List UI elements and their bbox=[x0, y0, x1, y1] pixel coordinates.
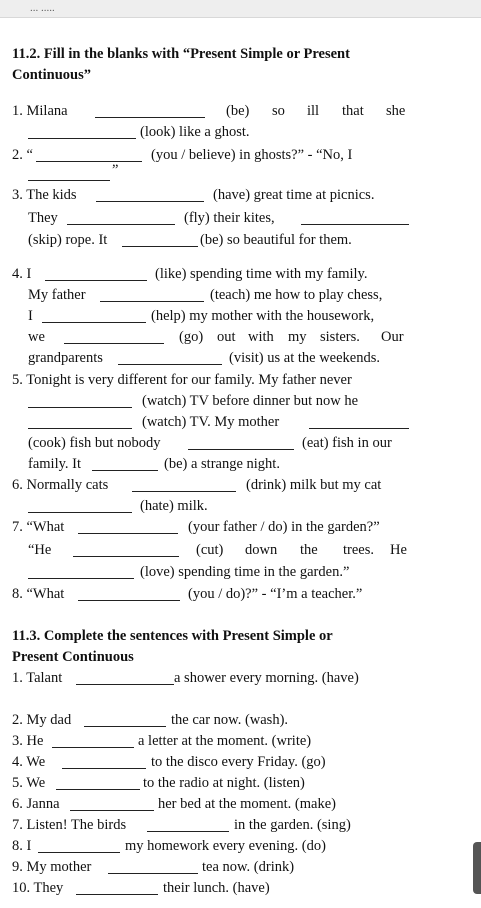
answer-blank[interactable] bbox=[62, 768, 146, 769]
item-text: the bbox=[300, 542, 318, 558]
item-text: 3. He bbox=[12, 733, 44, 749]
item-text: a shower every morning. (have) bbox=[174, 670, 359, 686]
item-text: (cut) bbox=[196, 542, 224, 558]
answer-blank[interactable] bbox=[147, 831, 229, 832]
item-text: 7. Listen! The birds bbox=[12, 817, 127, 833]
exercise-line bbox=[0, 348, 481, 368]
item-text: she bbox=[386, 103, 406, 119]
exercise-line bbox=[0, 878, 481, 898]
answer-blank[interactable] bbox=[132, 491, 236, 492]
item-text: (be) bbox=[226, 103, 250, 119]
exercise-line bbox=[0, 584, 481, 604]
item-text: (fly) their kites, bbox=[184, 210, 275, 226]
item-text: out bbox=[217, 329, 236, 345]
exercise-line bbox=[0, 101, 481, 121]
item-text: I bbox=[28, 308, 33, 324]
item-text: 8. I bbox=[12, 838, 32, 854]
section-title-line: 11.3. Complete the sentences with Present Simple or bbox=[12, 628, 333, 644]
exercise-line bbox=[0, 327, 481, 347]
exercise-line bbox=[0, 731, 481, 751]
exercise-line bbox=[0, 454, 481, 474]
item-text: 1. Milana bbox=[12, 103, 68, 119]
item-text: 4. We bbox=[12, 754, 46, 770]
item-text: 10. They bbox=[12, 880, 64, 896]
section-title-line: Present Continuous bbox=[12, 649, 134, 665]
item-text: (visit) us at the weekends. bbox=[229, 350, 381, 366]
item-text: 8. “What bbox=[12, 586, 65, 602]
section-title-line: 11.2. Fill in the blanks with “Present Simple or Present bbox=[12, 46, 350, 62]
item-text: with bbox=[248, 329, 274, 345]
exercise-line bbox=[0, 794, 481, 814]
item-text: (eat) fish in our bbox=[302, 435, 392, 451]
item-text: (watch) TV. My mother bbox=[142, 414, 280, 430]
item-text: down bbox=[245, 542, 278, 558]
item-text: (watch) TV before dinner but now he bbox=[142, 393, 359, 409]
exercise-line bbox=[0, 668, 481, 688]
answer-blank[interactable] bbox=[92, 470, 158, 471]
item-text: her bed at the moment. (make) bbox=[158, 796, 336, 812]
item-text: ” bbox=[112, 162, 119, 178]
exercise-line bbox=[0, 857, 481, 877]
section-11-3-title bbox=[12, 626, 432, 668]
item-text: 5. Tonight is very different for our family. My father never bbox=[12, 372, 352, 388]
item-text: (have) great time at picnics. bbox=[213, 187, 375, 203]
item-text: we bbox=[28, 329, 45, 345]
answer-blank[interactable] bbox=[38, 852, 120, 853]
item-text: (you / believe) in ghosts?” - “No, I bbox=[151, 147, 353, 163]
answer-blank[interactable] bbox=[67, 224, 175, 225]
item-text: 6. Normally cats bbox=[12, 477, 109, 493]
answer-blank[interactable] bbox=[95, 117, 205, 118]
item-text: their lunch. (have) bbox=[163, 880, 270, 896]
item-text: (hate) milk. bbox=[140, 498, 208, 514]
exercise-line bbox=[0, 496, 481, 516]
item-text: in the garden. (sing) bbox=[234, 817, 351, 833]
item-text: sisters. bbox=[320, 329, 360, 345]
exercise-line bbox=[0, 285, 481, 305]
answer-blank[interactable] bbox=[122, 246, 198, 247]
item-text: 6. Janna bbox=[12, 796, 60, 812]
item-text: 2. “ bbox=[12, 147, 33, 163]
item-text: (look) like a ghost. bbox=[140, 124, 250, 140]
exercise-line bbox=[0, 306, 481, 326]
answer-blank[interactable] bbox=[70, 810, 154, 811]
section-11-2-title bbox=[12, 44, 412, 86]
answer-blank[interactable] bbox=[28, 180, 110, 181]
answer-blank[interactable] bbox=[76, 684, 174, 685]
exercise-line bbox=[0, 208, 481, 228]
item-text: trees. bbox=[343, 542, 374, 558]
item-text: 1. Talant bbox=[12, 670, 63, 686]
exercise-line bbox=[0, 230, 481, 250]
answer-blank[interactable] bbox=[28, 512, 132, 513]
answer-blank[interactable] bbox=[84, 726, 166, 727]
item-text: my homework every evening. (do) bbox=[125, 838, 326, 854]
exercise-line bbox=[0, 710, 481, 730]
answer-blank[interactable] bbox=[118, 364, 222, 365]
item-text: They bbox=[28, 210, 58, 226]
item-text: (love) spending time in the garden.” bbox=[140, 564, 350, 580]
exercise-line bbox=[0, 145, 481, 165]
item-text: (like) spending time with my family. bbox=[155, 266, 368, 282]
answer-blank[interactable] bbox=[28, 578, 134, 579]
item-text: (drink) milk but my cat bbox=[246, 477, 382, 493]
answer-blank[interactable] bbox=[301, 224, 409, 225]
exercise-line bbox=[0, 412, 481, 432]
answer-blank[interactable] bbox=[64, 343, 164, 344]
answer-blank[interactable] bbox=[96, 201, 204, 202]
exercise-line bbox=[0, 562, 481, 582]
exercise-line bbox=[0, 752, 481, 772]
item-text: family. It bbox=[28, 456, 82, 472]
answer-blank[interactable] bbox=[188, 449, 294, 450]
top-edge-band bbox=[0, 0, 481, 18]
item-text: to the radio at night. (listen) bbox=[143, 775, 305, 791]
answer-blank[interactable] bbox=[78, 533, 178, 534]
exercise-line bbox=[0, 773, 481, 793]
exercise-line bbox=[0, 540, 481, 560]
item-text: (go) bbox=[179, 329, 204, 345]
exercise-line bbox=[0, 517, 481, 537]
answer-blank[interactable] bbox=[52, 747, 134, 748]
item-text: 9. My mother bbox=[12, 859, 92, 875]
exercise-line bbox=[0, 836, 481, 856]
item-text: Our bbox=[381, 329, 404, 345]
item-text: grandparents bbox=[28, 350, 103, 366]
top-fragment-text: ... ..... bbox=[30, 2, 55, 14]
item-text: 5. We bbox=[12, 775, 46, 791]
item-text: My father bbox=[28, 287, 86, 303]
answer-blank[interactable] bbox=[28, 428, 132, 429]
exercise-line bbox=[0, 475, 481, 495]
item-text: the car now. (wash). bbox=[171, 712, 289, 728]
exercise-line bbox=[0, 122, 481, 142]
exercise-line bbox=[0, 391, 481, 411]
item-text: that bbox=[342, 103, 364, 119]
exercise-line bbox=[0, 164, 481, 184]
answer-blank[interactable] bbox=[36, 161, 142, 162]
answer-blank[interactable] bbox=[28, 407, 132, 408]
answer-blank[interactable] bbox=[28, 138, 136, 139]
answer-blank[interactable] bbox=[73, 556, 179, 557]
answer-blank[interactable] bbox=[100, 301, 204, 302]
item-text: 7. “What bbox=[12, 519, 65, 535]
answer-blank[interactable] bbox=[56, 789, 140, 790]
exercise-line bbox=[0, 815, 481, 835]
item-text: “He bbox=[28, 542, 52, 558]
item-text: to the disco every Friday. (go) bbox=[151, 754, 326, 770]
item-text: 2. My dad bbox=[12, 712, 72, 728]
item-text: my bbox=[288, 329, 307, 345]
item-text: (you / do)?” - “I’m a teacher.” bbox=[188, 586, 363, 602]
answer-blank[interactable] bbox=[76, 894, 158, 895]
page-edge-tab bbox=[473, 842, 481, 894]
answer-blank[interactable] bbox=[108, 873, 198, 874]
item-text: (teach) me how to play chess, bbox=[210, 287, 383, 303]
exercise-line bbox=[0, 433, 481, 453]
exercise-line bbox=[0, 264, 481, 284]
item-text: He bbox=[390, 542, 407, 558]
item-text: a letter at the moment. (write) bbox=[138, 733, 312, 749]
item-text: (help) my mother with the housework, bbox=[151, 308, 375, 324]
item-text: (be) so beautiful for them. bbox=[200, 232, 352, 248]
answer-blank[interactable] bbox=[309, 428, 409, 429]
answer-blank[interactable] bbox=[78, 600, 180, 601]
item-text: tea now. (drink) bbox=[202, 859, 295, 875]
answer-blank[interactable] bbox=[45, 280, 147, 281]
section-title-line: Continuous” bbox=[12, 67, 91, 83]
item-text: (be) a strange night. bbox=[164, 456, 280, 472]
item-text: (skip) rope. It bbox=[28, 232, 108, 248]
item-text: 4. I bbox=[12, 266, 32, 282]
item-text: (cook) fish but nobody bbox=[28, 435, 161, 451]
item-text: so bbox=[272, 103, 285, 119]
item-text: (your father / do) in the garden?” bbox=[188, 519, 380, 535]
item-text: 3. The kids bbox=[12, 187, 77, 203]
answer-blank[interactable] bbox=[42, 322, 146, 323]
exercise-line bbox=[0, 370, 481, 390]
item-text: ill bbox=[307, 103, 320, 119]
exercise-line bbox=[0, 185, 481, 205]
